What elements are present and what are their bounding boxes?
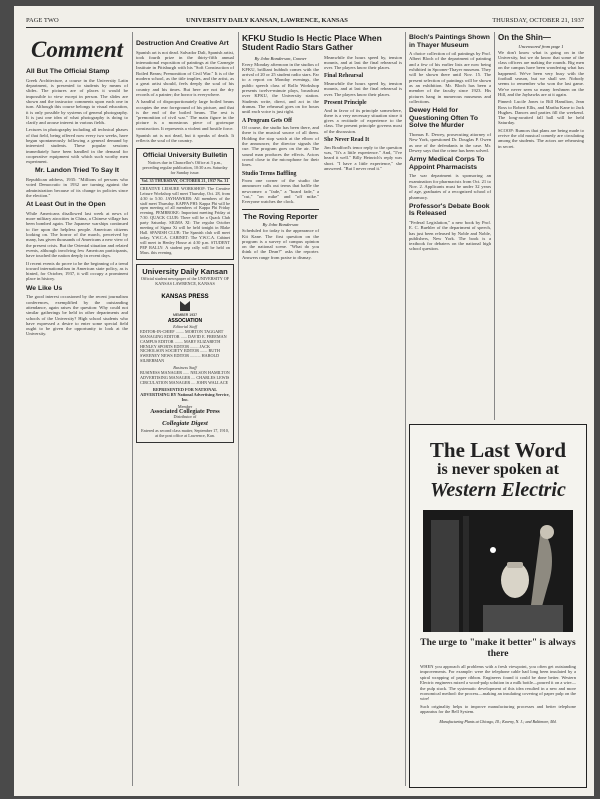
kfku-headline: KFKU Studio Is Hectic Place When Student Radio Stars Gather (242, 33, 382, 53)
kfku-right-col (324, 55, 402, 260)
kfku-body-2: Of course, the studio has been there, and there is the musical source of all them. Holding the stop watch at the elbow of the announcer, the director signals the cue. The program goes on the air. The sound man produces the effects. Actors crowd close to the microphone for their lines. (242, 125, 319, 168)
bulletin-headline: Official University Bulletin (142, 151, 228, 159)
roving-reporter-body: Scheduled for today is the appearance of Kit Kane. The first question on the program is a survey of campus opinion on the national scene. "What do you think of the Dean?" asks the reporter. Answers range from praise to dismay. (242, 228, 319, 260)
ad-footer: Manufacturing Plants at Chicago, Ill.; Kearny, N. J.; and Baltimore, Md. (439, 718, 557, 724)
ad-illustration (423, 510, 573, 632)
business-staff-list: BUSINESS MANAGER ...... NELSON HAMILTON ADVERTISING MANAGER .... CHARLES LEWIS CIRCULATION MANAGER .... JOHN WALLACE (140, 370, 230, 385)
column-rule (132, 32, 133, 786)
book-headline: Professor's Debate Book Is Released (409, 202, 490, 218)
ad-brand: Western Electric (430, 479, 566, 501)
comment-article-1b: Lectures in photography including all technical phases of that field, being offered now every two weeks, have begun spontaneously following a general demand by interested students. These popular sessions immediately have been handled in the demand for cooperative equipment with which such worthy men experiment. (26, 127, 128, 165)
shin-subhead: Uncensored from page 1 (518, 43, 564, 49)
editorial-body-2: A handful of disproportionately large boiled beans occupies the rear foreground of his picture, and that is the end of the boiled beans. The rest is "premonition of civil war." The main figure in the picture is a monstrous piece of grotesque construction. It represents a violent and hostile force. (136, 99, 234, 131)
svg-text:MEMBER 1937: MEMBER 1937 (172, 312, 198, 317)
page-header (26, 15, 584, 28)
comment-headline-2: Mr. Landon Tried To Say It (34, 167, 120, 175)
ad-caption: The urge to "make it better" is always there (420, 638, 576, 659)
masthead-box (136, 264, 234, 444)
bloch-body: A choice collection of oil paintings by Prof. Albert Bloch of the department of painting and a few of his earlier lists are now being exhibited in Spooner-Thayer museum. They will be shown there until Nov. 15. The present selection of paintings will be shown as an exhibition. Mr. Bloch has been a member of the faculty since 1923. His pictures hang in numerous museums and collections. (409, 51, 491, 104)
kfku-left-col (242, 55, 319, 260)
comment-headline-4: We Like Us (26, 284, 63, 292)
comment-article-1: Greek Architecture, a course in the University Latin department, is presented to students by means of slides. The pictures are of places it would be impossible to view except in person. The slides are shown and the instructor comments upon each one in turn. Although this course belongs to visual education, it is only possible by systems of general photography. It is just one idea of what photography is doing to clarify and arouse interest in various fields. (26, 77, 128, 126)
kfku-byline: By John Bonderson, Conner (254, 55, 307, 61)
shin-body: We don't know what is going on in the University, but we do know that some of the class officers are making the rounds. Big men on the campus have been wondering what has happened. We've been very busy with the football season, but we shall see. Nobody seems to remember who won the last game. We've never seen so many freshmen on the Hill, and the Jayhawks are at it again. (498, 49, 584, 97)
newspaper-page (14, 6, 594, 796)
divider (242, 209, 319, 210)
comment-article-2: Republican address, 1935: "Millions of persons who voted Democratic in 1932 are turning against the administration because of its change in policies since the election." (26, 177, 128, 198)
national-advertising: REPRESENTED FOR NATIONAL ADVERTISING BY National Advertising Service, Inc. (140, 386, 230, 402)
collegiate-digest: Collegiate Digest (162, 420, 208, 428)
column-rule (238, 32, 239, 786)
ad-title-line2: is never spoken at (437, 461, 559, 478)
entry-notice: Entered as second class matter, September 17, 1910, at the post office at Lawrence, Kan. (141, 428, 229, 439)
svg-text:KANSAS PRESS: KANSAS PRESS (161, 293, 209, 300)
kfku-subhead-2: Studio Terms Baffling (242, 170, 297, 177)
bulletin-notices: CREATIVE LEISURE WORKSHOP: The Creative Leisure Workshop will meet Thursday, Oct. 28, from 4:30 to 5:30. JAYHAWKER: All members of the staff meet Thursday. KAPPA PHI: Kappa Phi will be open meeting of all members of Kappa Phi Friday evening. PEMBROKE: Important meeting Friday at 7:30. QUACK CLUB: There will be a Quack Club party Saturday. SIGMA XI: The regular October meeting of Sigma Xi will be held tonight in Blake Hall. SPANISH CLUB: The Spanish club will meet today. Y.W.C.A. CABINET: The Y.W.C.A. Cabinet will meet in Henley House at 4:30 p.m. STUDENT PEP RALLY: A student pep rally will be held on Mass. this evening. (140, 185, 230, 255)
comment-article-3b: If recent events do prove to be the beginning of a trend toward internationalism in American state policy, as is hinted, for October, 1937, it will occupy a prominent place in history. (26, 260, 128, 282)
dewey-headline: Dewey Held for Questioning Often To Solve the Murder (409, 107, 478, 130)
member-label: Member (177, 403, 193, 409)
editorial-headline: Destruction And Creative Art (136, 40, 229, 47)
bulletin-subhead: Notices due in Chancellor's Office at 3 p.m., preceding regular publication, 10:30 a.m. Saturday for Sunday issue. (142, 160, 228, 176)
kfku-column (242, 32, 402, 792)
shin-scoop: SCOOP: Rumors that plans are being made to revive the old musical comedy are circulating among the students. The actors are rehearsing in secret. (498, 127, 584, 149)
press-association-logo (140, 289, 230, 323)
ad-title-line1: The Last Word (429, 438, 567, 462)
column-rule (405, 32, 406, 786)
comment-column (26, 32, 128, 792)
book-body: "Federal Legislation," a new book by Prof. E. C. Buehler of the department of speech, has just been released by Noble and Noble, publishers, New York. The book is a textbook for debaters on the national high school question. (409, 219, 491, 252)
paper-title: UNIVERSITY DAILY KANSAN, LAWRENCE, KANSAS (186, 17, 348, 24)
roving-body-2: And in favor of its principle somewhere, there is a very necessary situation since it gives a rectitude of experience to the class. The present principle governs most of the discussion. (324, 107, 402, 134)
distributor-label: Distributor of (173, 414, 197, 420)
comment-article-4: The good interest occasioned by the recent journalism conferences, exemplified by the outstanding attendance, again raises the question: Why could not similar gatherings be held in other departments and schools of the University? High school students who have expressed a desire to enter some special field ought to be given the opportunity to look at the University. (26, 294, 128, 337)
ad-body: WHEN you approach all problems with a fresh viewpoint, you often get outstanding improvements. For example: were the telephone cable had long been insulated by a spiral wrapping of paper ribbon. Engineers found it could be done better. Western Electric engineers mixed a wood-pulp solution in a milk bottle—poured it on a wire—the pulp stuck. The systematic development of this idea resulted in a new and more economical method: the process—making an insulating covering of paper pulp on the wire! (420, 664, 576, 702)
masthead-subtitle: Official student newspaper of the UNIVERSITY OF KANSAS LAWRENCE, KANSAS (140, 276, 230, 287)
editorial-staff-label: Editorial Staff (173, 323, 197, 329)
kfku-body-4: Meanwhile the hours speed by, tension mounts, and at last the final rehearsal is over. The players know their places. (324, 81, 402, 97)
bloch-headline: Bloch's Paintings Shown in Thayer Museum (409, 34, 490, 49)
kfku-body: Every Monday afternoon in the studios of KFKU, brilliant hubbub comes with the arrival of 20 or 25 student radio stars. Far to a report on Monday evenings, the public speech class of Rollo Workshop presents twelve-minute plays, broadcast over KFKU, the University station. Students write, direct, and act in the dramas. The rehearsal goes on for hours until each voice is just right. (242, 61, 319, 115)
issue-date: THURSDAY, OCTOBER 21, 1937 (492, 17, 584, 24)
roving-body-3: Jim Bradford's tenor reply to the question was, "It's a little experience." And, "I've heard it well." Billy Heinrich's reply was short. "I have a little experience," she answered. "But I never read it." (324, 144, 402, 171)
shin-column (498, 32, 584, 420)
ad-body-2: Such originality helps to improve manufacturing processes and better telephone apparatus for the Bell System. (420, 703, 576, 715)
roving-reporter-byline: By John Bonderson (262, 222, 299, 228)
army-body: The war department is sponsoring an examination for pharmacists from Oct. 21 to Nov. 2. Applicants must be under 32 years of age, graduates of a recognized school of pharmacy. (409, 173, 491, 200)
svg-text:ASSOCIATION: ASSOCIATION (167, 317, 203, 323)
dewey-body: Thomas E. Dewey, prosecuting attorney of New York, questioned Dr. Douglas P. Owen as one of the defendants in the case. Mr. Dewey says that the crime has been solved. (409, 131, 491, 153)
bulletin-volume: Vol. 35 THURSDAY, OCTOBER 21, 1937 No. 31 (141, 177, 229, 183)
comment-article-3: While Americans disallowed last week at news of more military atrocities in China, a Chinese village has been bombed again. The Japanese warships continued to fire upon the helpless people. American citizens looking on. The horror of the march, perceived by many, has given thousands of Americans a new view of the present crisis. But the Oriental situation and related events, although involving few American participants, have touched the nation deeply in recent days. (26, 210, 128, 259)
shin-body-2: Pinned: Lucile Jones to Bill Hamilton, Jean Ross to Robert Ellis, and Martha Kane to Jack Hughes. Dances and parties fill the weekend. The long-awaited fall ball will be held Saturday. (498, 99, 584, 126)
comment-banner: Comment (30, 37, 123, 62)
roving-subhead-never: She Never Read It (324, 137, 370, 144)
comment-headline-3: At Least Out in the Open (26, 201, 106, 209)
business-staff-label: Business Staff (173, 365, 197, 371)
roving-reporter-headline: The Roving Reporter (243, 211, 318, 221)
bulletin-box (136, 148, 234, 260)
editorial-staff-list: EDITOR-IN-CHIEF ........ MORTON TAGGART MANAGING EDITOR ...... DAVID E. FREEMAN CAMPUS EDITOR ........ MARY ELIZABETH HENLEY SPORTS EDITOR ........ JACK NICHOLSON SOCIETY EDITOR ....... RUTH SWEENEY NEWS EDITOR .......... HAROLD SILBERMAN (140, 328, 227, 364)
comment-headline-1: All But The Official Stamp (26, 68, 110, 76)
army-headline: Army Medical Corps To Appoint Pharmacists (409, 156, 485, 171)
shin-headline: On the Shin— (498, 33, 551, 42)
kfku-subhead-3: Final Rehearsal (324, 73, 364, 80)
roving-subhead-present: Present Principle (324, 99, 367, 106)
editorial-body: Spanish art is not dead. Salvador Dali, Spanish artist, took fourth prize in the thirty-fifth annual international exposition of paintings at the Carnegie Institute in Pittsburgh with his "Soft Construction of Boiled Beans; Premonition of Civil War." It is of the modern school, as the title implies, and the artist, as a great artist should, feels deeply the soul of his country and his times. But here are not the dry records of a painter; the horror is everywhere. (136, 49, 234, 97)
kfku-subhead-1: A Program Gets Off (242, 117, 292, 124)
masthead-title: University Daily Kansan (142, 266, 228, 276)
kfku-continued: Meanwhile the hours speed by, tension mounts, and at last the final rehearsal is over. The players know their places. (324, 54, 402, 71)
editorial-body-3: Spanish art is not dead, but it speaks of death. It reflects the soul of the country. (136, 133, 234, 144)
western-electric-ad (409, 424, 587, 788)
column-rule (494, 32, 495, 420)
page-label: PAGE TWO (26, 17, 59, 24)
bloch-column (409, 32, 491, 420)
acp-label: Associated Collegiate Press (150, 409, 220, 416)
kfku-body-3: From one corner of the studio the announcer calls out terms that baffle the newcomer: a "fade," a "board fade," a "cut," "on mike" and "off mike." Everyone watches the clock. (242, 178, 319, 205)
editorial-column (136, 32, 234, 792)
